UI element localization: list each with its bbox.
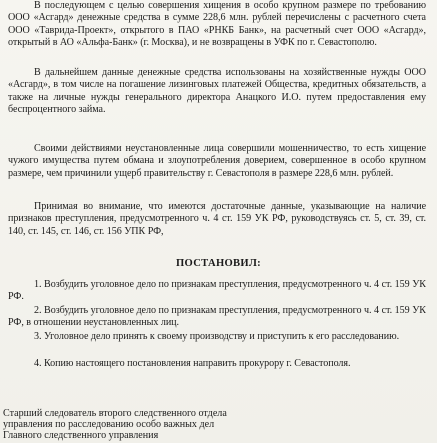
- paragraph-transfer: В последующем с целью совершения хищения в особо крупном размере по требованию ООО «Асгард» денежные средства в сумме 228,6 млн. рублей перечислены с расчетного счета ООО «Таврида-Проект», открытого в ПАО «РНКБ Банк», на расчетный счет ООО «Асгард», открытый в АО «Альфа-Банк» (г. Москва), и не возвращены в УФК по г. Севастополю.: [8, 0, 426, 49]
- decision-heading: ПОСТАНОВИЛ:: [176, 258, 261, 269]
- paragraph-usage: В дальнейшем данные денежные средства использованы на хозяйственные нужды ООО «Асгард», в том числе на погашение лизинговых платежей Общества, кредитных обязательств, а также на личные нужды генерального директора Анацкого И.О. путем предоставления ему беспроцентного займа.: [8, 67, 426, 116]
- signature-line-1: Старший следователь второго следственного отдела: [3, 408, 227, 419]
- paragraph-grounds: Принимая во внимание, что имеются достаточные данные, указывающие на наличие признаков преступления, предусмотренного ч. 4 ст. 159 УК РФ, руководствуясь ст. 5, ст. 39, ст. 140, ст. 145, ст. 146, ст. 156 УПК РФ,: [8, 201, 426, 237]
- signature-line-2: управления по расследованию особо важных дел: [3, 418, 215, 430]
- decision-item-1: 1. Возбудить уголовное дело по признакам преступления, предусмотренного ч. 4 ст. 159 УК РФ.: [8, 279, 426, 303]
- signature-block: [3, 409, 423, 441]
- decision-item-3: 3. Уголовное дело принять к своему производству и приступить к его расследованию.: [34, 331, 400, 342]
- decision-item-2: 2. Возбудить уголовное дело по признакам преступления, предусмотренного ч. 4 ст. 159 УК РФ, в отношении неустановленных лиц.: [8, 305, 426, 329]
- signature-line-3: Главного следственного управления: [3, 429, 159, 441]
- decision-item-4: 4. Копию настоящего постановления направить прокурору г. Севастополя.: [34, 358, 351, 369]
- paragraph-fraud: Своими действиями неустановленные лица совершили мошенничество, то есть хищение чужого имущества путем обмана и злоупотребления доверием, совершенное в особо крупном размере, чем причинили ущерб правительству г. Севастополя в размере 228,6 млн. рублей.: [8, 143, 426, 179]
